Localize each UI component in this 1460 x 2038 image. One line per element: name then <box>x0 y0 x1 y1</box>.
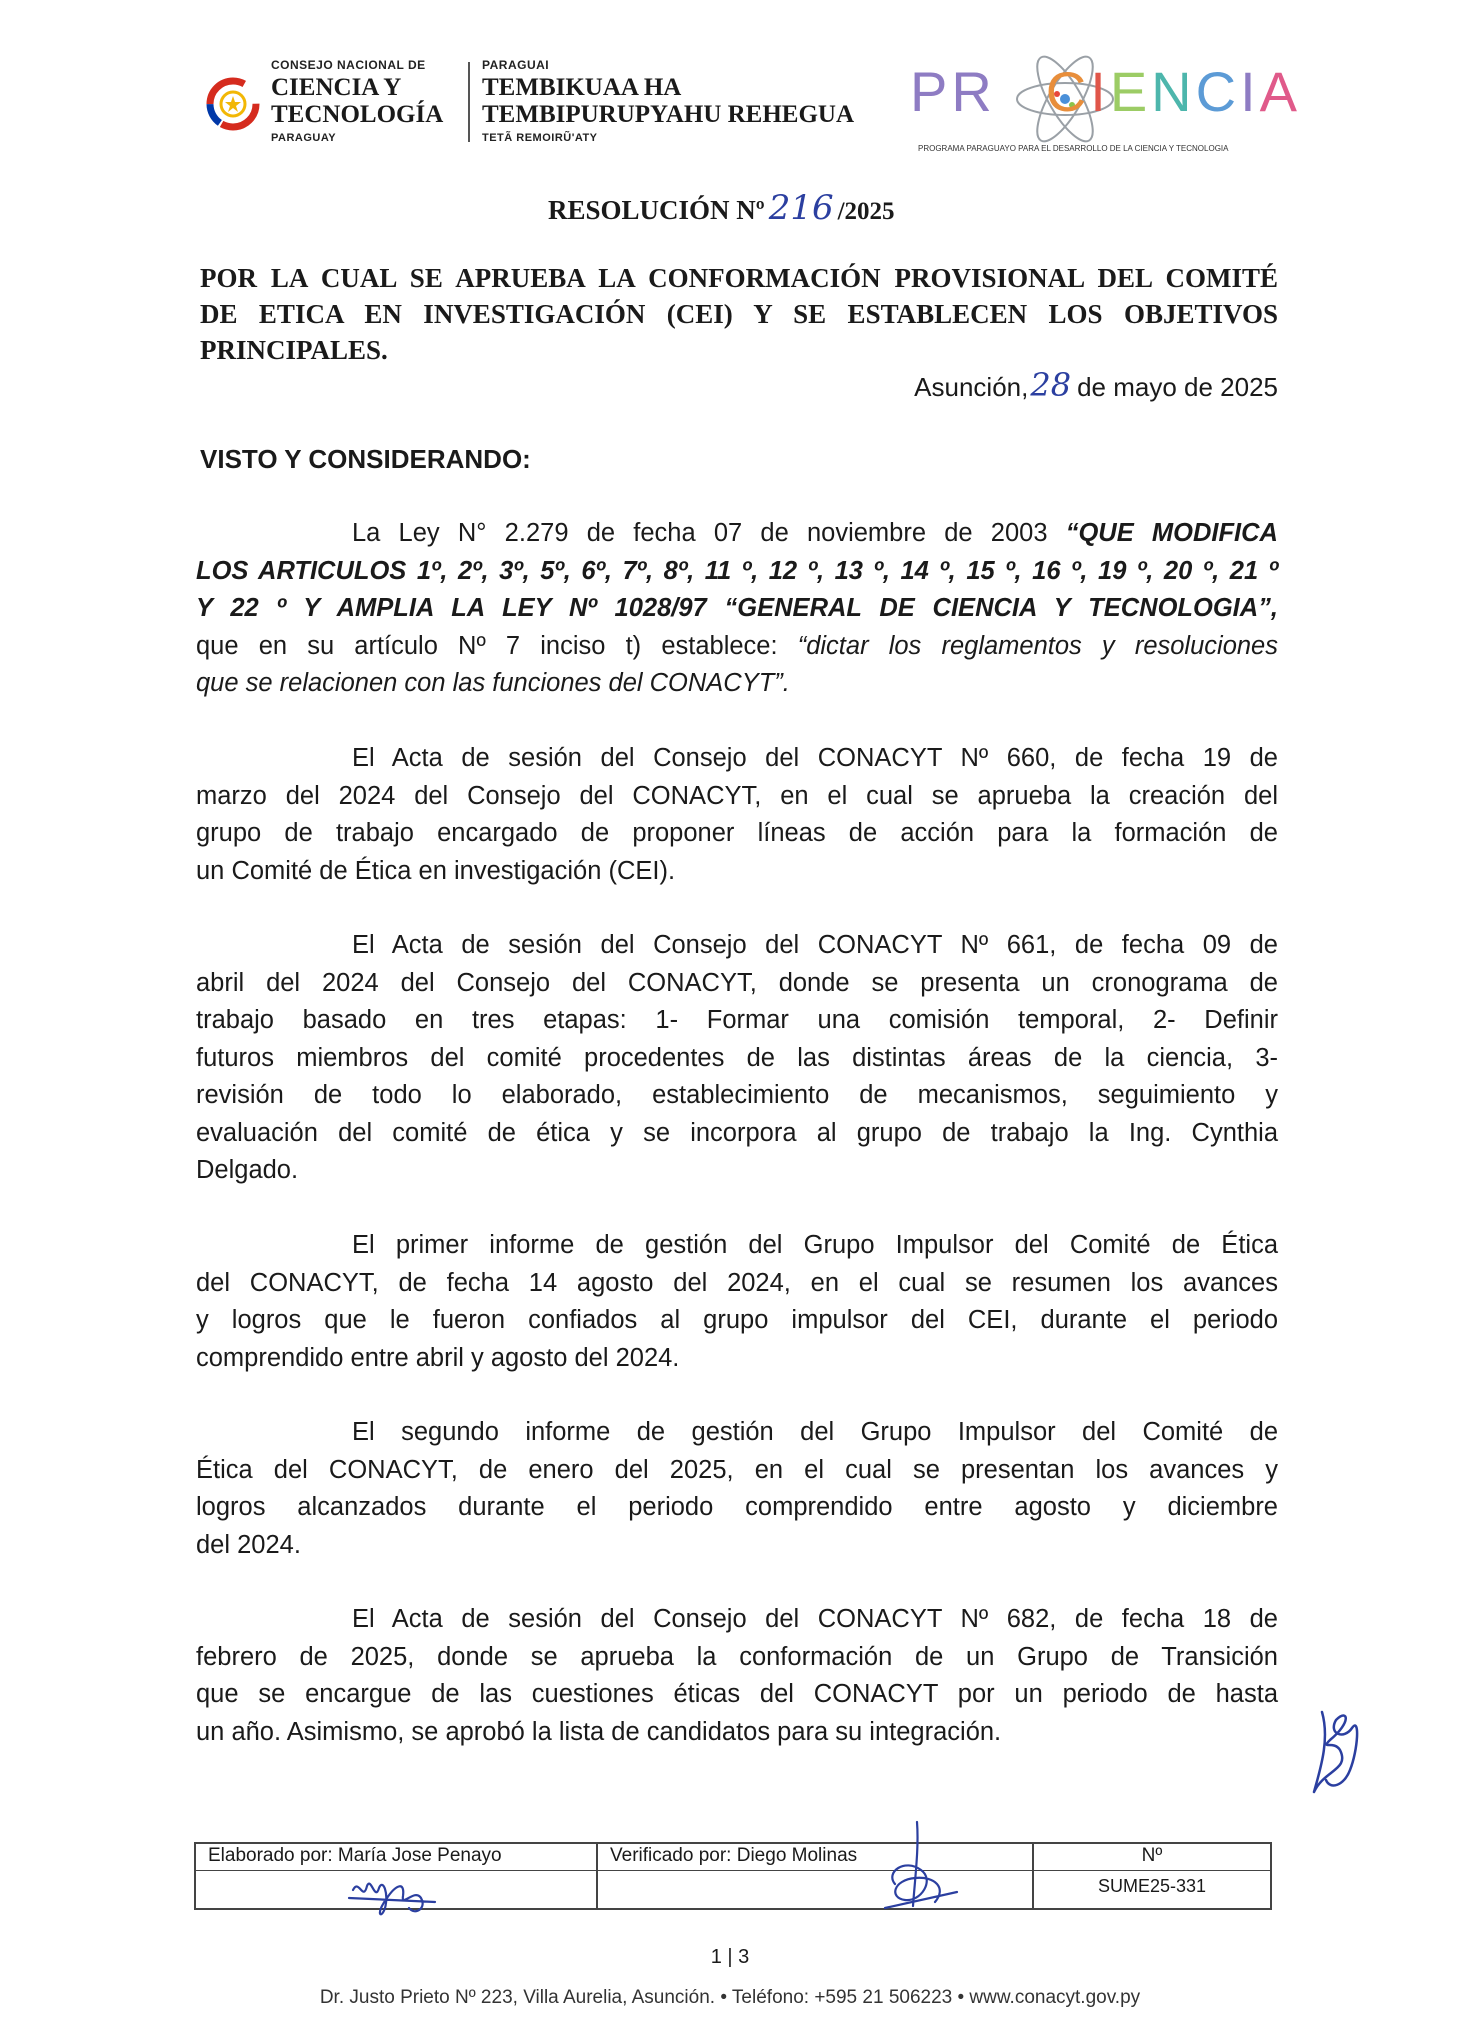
numero-value: SUME25-331 <box>1097 1876 1207 1896</box>
margin-initials-signature <box>1300 1700 1372 1800</box>
paragraph-line: que se relacionen con las funciones del CONACYT”. <box>196 669 790 697</box>
paragraph-line: del 2024. <box>196 1530 301 1559</box>
paragraph-line: grupo de trabajo encargado de proponer líneas de acción para la formación de <box>196 819 1278 847</box>
elaborado-label: Elaborado por: María Jose Penayo <box>208 1845 502 1866</box>
paragraph-line: El segundo informe de gestión del Grupo Impulsor del Comité de <box>352 1418 1278 1446</box>
paragraph-line: revisión de todo lo elaborado, establecimiento de mecanismos, seguimiento y <box>196 1081 1278 1109</box>
paragraph-line: El Acta de sesión del Consejo del CONACYT Nº 682, de fecha 18 de <box>352 1605 1278 1633</box>
visto-heading: VISTO Y CONSIDERANDO: <box>200 444 531 474</box>
paragraph-acta-682 <box>196 1601 1278 1751</box>
paragraph-line: un año. Asimismo, se aprobó la lista de candidatos para su integración. <box>196 1717 1002 1746</box>
guarani-line2: TEMBIPURUPYAHU REHEGUA <box>482 101 855 128</box>
date-city: Asunción, <box>914 372 1029 402</box>
paragraph-segundo-informe <box>196 1414 1278 1564</box>
date-line <box>914 366 1278 404</box>
heading-line: PRINCIPALES. <box>200 335 388 365</box>
paragraph-line: que se encargue de las cuestiones éticas del CONACYT por un periodo de hasta <box>196 1680 1278 1708</box>
paragraph-acta-660 <box>196 740 1278 890</box>
date-rest: de mayo de 2025 <box>1077 372 1278 402</box>
verificado-signature <box>875 1818 965 1918</box>
conacyt-top-text: CONSEJO NACIONAL DE <box>271 58 426 72</box>
paragraph-line: y logros que le fueron confiados al grupo impulsor del CEI, durante el periodo <box>196 1306 1278 1334</box>
footer-address: Dr. Justo Prieto Nº 223, Villa Aurelia, Asunción. • Teléfono: +595 21 506223 • www.conacyt.gov.py <box>319 1987 1141 2008</box>
heading-line: POR LA CUAL SE APRUEBA LA CONFORMACIÓN PROVISIONAL DEL COMITÉ <box>200 263 1278 293</box>
paragraph-line: un Comité de Ética en investigación (CEI). <box>196 856 676 885</box>
heading-line: DE ETICA EN INVESTIGACIÓN (CEI) Y SE ESTABLECEN LOS OBJETIVOS <box>200 299 1278 329</box>
numero-cell <box>1034 1844 1270 1908</box>
paragraph-line: El Acta de sesión del Consejo del CONACYT Nº 660, de fecha 19 de <box>352 744 1278 772</box>
resolution-number: 216 <box>768 188 834 228</box>
conacyt-country: PARAGUAY <box>271 132 337 144</box>
conacyt-emblem-icon <box>205 76 261 132</box>
guarani-line1: TEMBIKUAA HA <box>482 74 682 101</box>
page-number: 1 | 3 <box>710 1946 750 1968</box>
verificado-label: Verificado por: Diego Molinas <box>610 1845 858 1866</box>
paragraph-line: abril del 2024 del Consejo del CONACYT, donde se presenta un cronograma de <box>196 968 1278 997</box>
paragraph-primer-informe <box>196 1227 1278 1377</box>
paragraph-line: logros alcanzados durante el periodo comprendido entre agosto y diciembre <box>196 1493 1278 1521</box>
guarani-top-text: PARAGUAI <box>482 58 550 72</box>
prociencia-logo <box>910 50 1301 160</box>
numero-label: Nº <box>1141 1845 1163 1866</box>
resolution-year: /2025 <box>837 198 895 225</box>
paragraph-line: comprendido entre abril y agosto del 2024. <box>196 1343 680 1372</box>
conacyt-line1: CIENCIA Y <box>271 74 402 101</box>
elaborado-signature <box>345 1868 445 1924</box>
paragraph-line: del CONACYT, de fecha 14 agosto del 2024, en el cual se resumen los avances <box>196 1268 1278 1297</box>
prociencia-name: PR CIENCIA <box>910 60 1301 123</box>
paragraph-line: marzo del 2024 del Consejo del CONACYT, en el cual se aprueba la creación del <box>196 781 1278 810</box>
paragraph-acta-661 <box>196 927 1278 1190</box>
paragraph-line: evaluación del comité de ética y se incorpora al grupo de trabajo la Ing. Cynthia <box>196 1118 1278 1147</box>
paragraph-line: trabajo basado en tres etapas: 1- Formar una comisión temporal, 2- Definir <box>196 1006 1278 1034</box>
resolution-label: RESOLUCIÓN Nº <box>548 195 765 225</box>
verificado-cell <box>598 1844 1034 1908</box>
conacyt-line2: TECNOLOGÍA <box>271 101 444 128</box>
resolution-title <box>548 188 895 228</box>
paragraph-line: febrero de 2025, donde se aprueba la conformación de un Grupo de Transición <box>196 1642 1278 1671</box>
header-divider <box>468 62 470 142</box>
paragraph-line: La Ley N° 2.279 de fecha 07 de noviembre de 2003 “QUE MODIFICA <box>352 519 1278 547</box>
paragraph-line: El Acta de sesión del Consejo del CONACYT Nº 661, de fecha 09 de <box>352 931 1278 959</box>
paragraph-line: Ética del CONACYT, de enero del 2025, en el cual se presentan los avances y <box>196 1455 1278 1484</box>
paragraph-line: futuros miembros del comité procedentes de las distintas áreas de la ciencia, 3- <box>196 1043 1278 1072</box>
guarani-footer-text: TETÃ REMOIRŨ'ATY <box>482 132 598 144</box>
paragraph-line: Y 22 º Y AMPLIA LA LEY Nº 1028/97 “GENERAL DE CIENCIA Y TECNOLOGIA”, <box>196 594 1278 622</box>
paragraph-line: que en su artículo Nº 7 inciso t) establece: “dictar los reglamentos y resoluciones <box>196 631 1278 660</box>
prociencia-subtitle: PROGRAMA PARAGUAYO PARA EL DESARROLLO DE LA CIENCIA Y TECNOLOGIA <box>918 144 1229 153</box>
paragraph-line: LOS ARTICULOS 1º, 2º, 3º, 5º, 6º, 7º, 8º, 11 º, 12 º, 13 º, 14 º, 15 º, 16 º, 19 º, 20 º, 21 º <box>196 556 1278 585</box>
guarani-logo-text <box>482 58 882 148</box>
paragraph-line: Delgado. <box>196 1156 299 1184</box>
date-day: 28 <box>1030 366 1072 404</box>
conacyt-logo <box>205 58 455 148</box>
resolution-heading <box>200 260 1278 368</box>
paragraph-line: El primer informe de gestión del Grupo Impulsor del Comité de Ética <box>352 1231 1278 1259</box>
paragraph-ley <box>196 515 1278 703</box>
